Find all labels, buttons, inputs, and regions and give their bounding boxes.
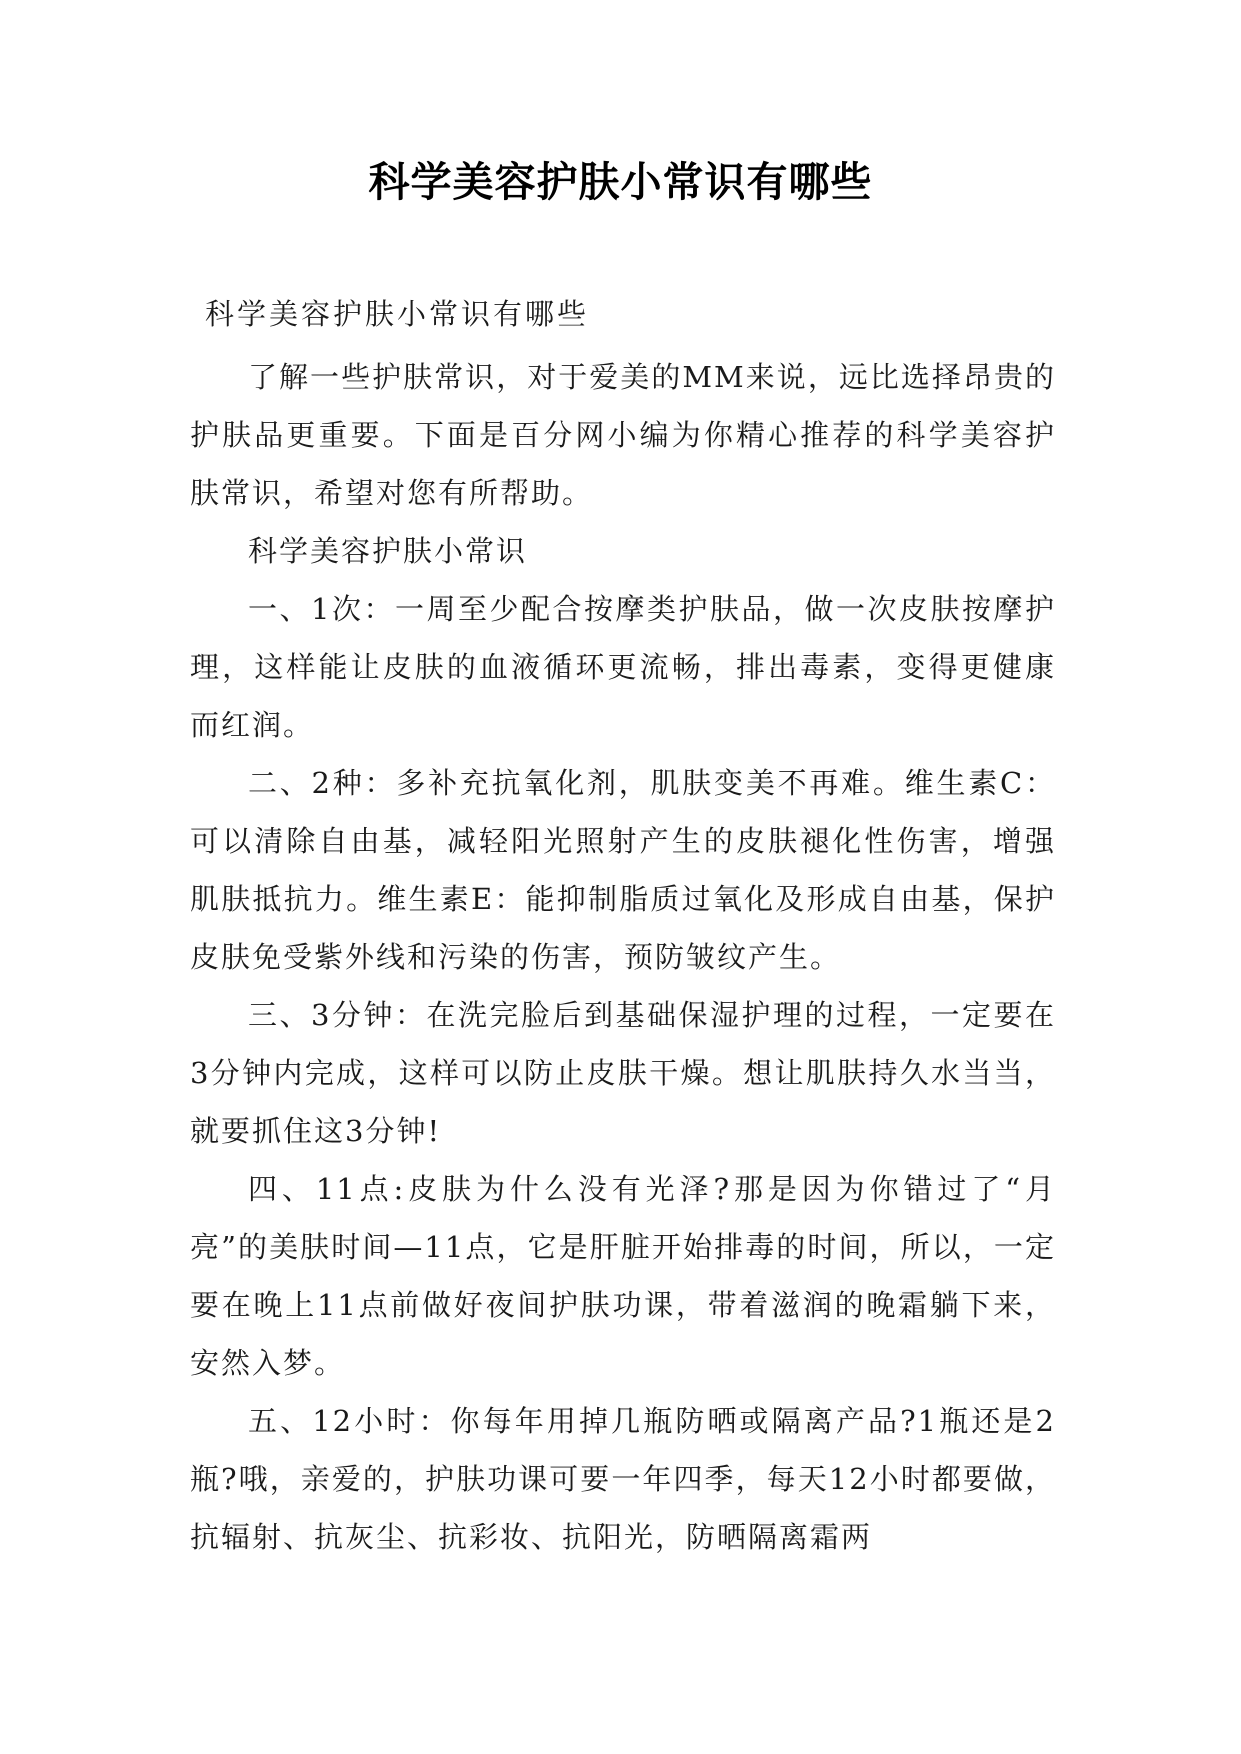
paragraph-item-3: 三、3分钟：在洗完脸后到基础保湿护理的过程，一定要在3分钟内完成，这样可以防止皮肤干燥。想让肌肤持久水当当，就要抓住这3分钟! xyxy=(190,998,1056,1148)
paragraph-section-heading: 科学美容护肤小常识 xyxy=(248,534,528,568)
paragraph-item-4: 四、11点:皮肤为什么没有光泽?那是因为你错过了“月亮”的美肤时间—11点，它是肝脏开始排毒的时间，所以，一定要在晚上11点前做好夜间护肤功课，带着滋润的晚霜躺下来，安然入梦。 xyxy=(190,1172,1056,1380)
paragraph-item-2: 二、2种：多补充抗氧化剂，肌肤变美不再难。维生素C：可以清除自由基，减轻阳光照射产生的皮肤褪化性伤害，增强肌肤抵抗力。维生素E：能抑制脂质过氧化及形成自由基，保护皮肤免受紫外线和污染的伤害，预防皱纹产生。 xyxy=(190,766,1056,974)
document-body xyxy=(190,348,1056,1566)
paragraph-item-1: 一、1次：一周至少配合按摩类护肤品，做一次皮肤按摩护理，这样能让皮肤的血液循环更流畅，排出毒素，变得更健康而红润。 xyxy=(190,592,1056,742)
document-subtitle: 科学美容护肤小常识有哪些 xyxy=(205,297,590,331)
document-title: 科学美容护肤小常识有哪些 xyxy=(368,158,873,206)
paragraph-item-5: 五、12小时：你每年用掉几瓶防晒或隔离产品?1瓶还是2瓶?哦，亲爱的，护肤功课可要一年四季，每天12小时都要做，抗辐射、抗灰尘、抗彩妆、抗阳光，防晒隔离霜两 xyxy=(190,1404,1056,1554)
paragraph-intro: 了解一些护肤常识，对于爱美的MM来说，远比选择昂贵的护肤品更重要。下面是百分网小编为你精心推荐的科学美容护肤常识，希望对您有所帮助。 xyxy=(190,360,1056,510)
